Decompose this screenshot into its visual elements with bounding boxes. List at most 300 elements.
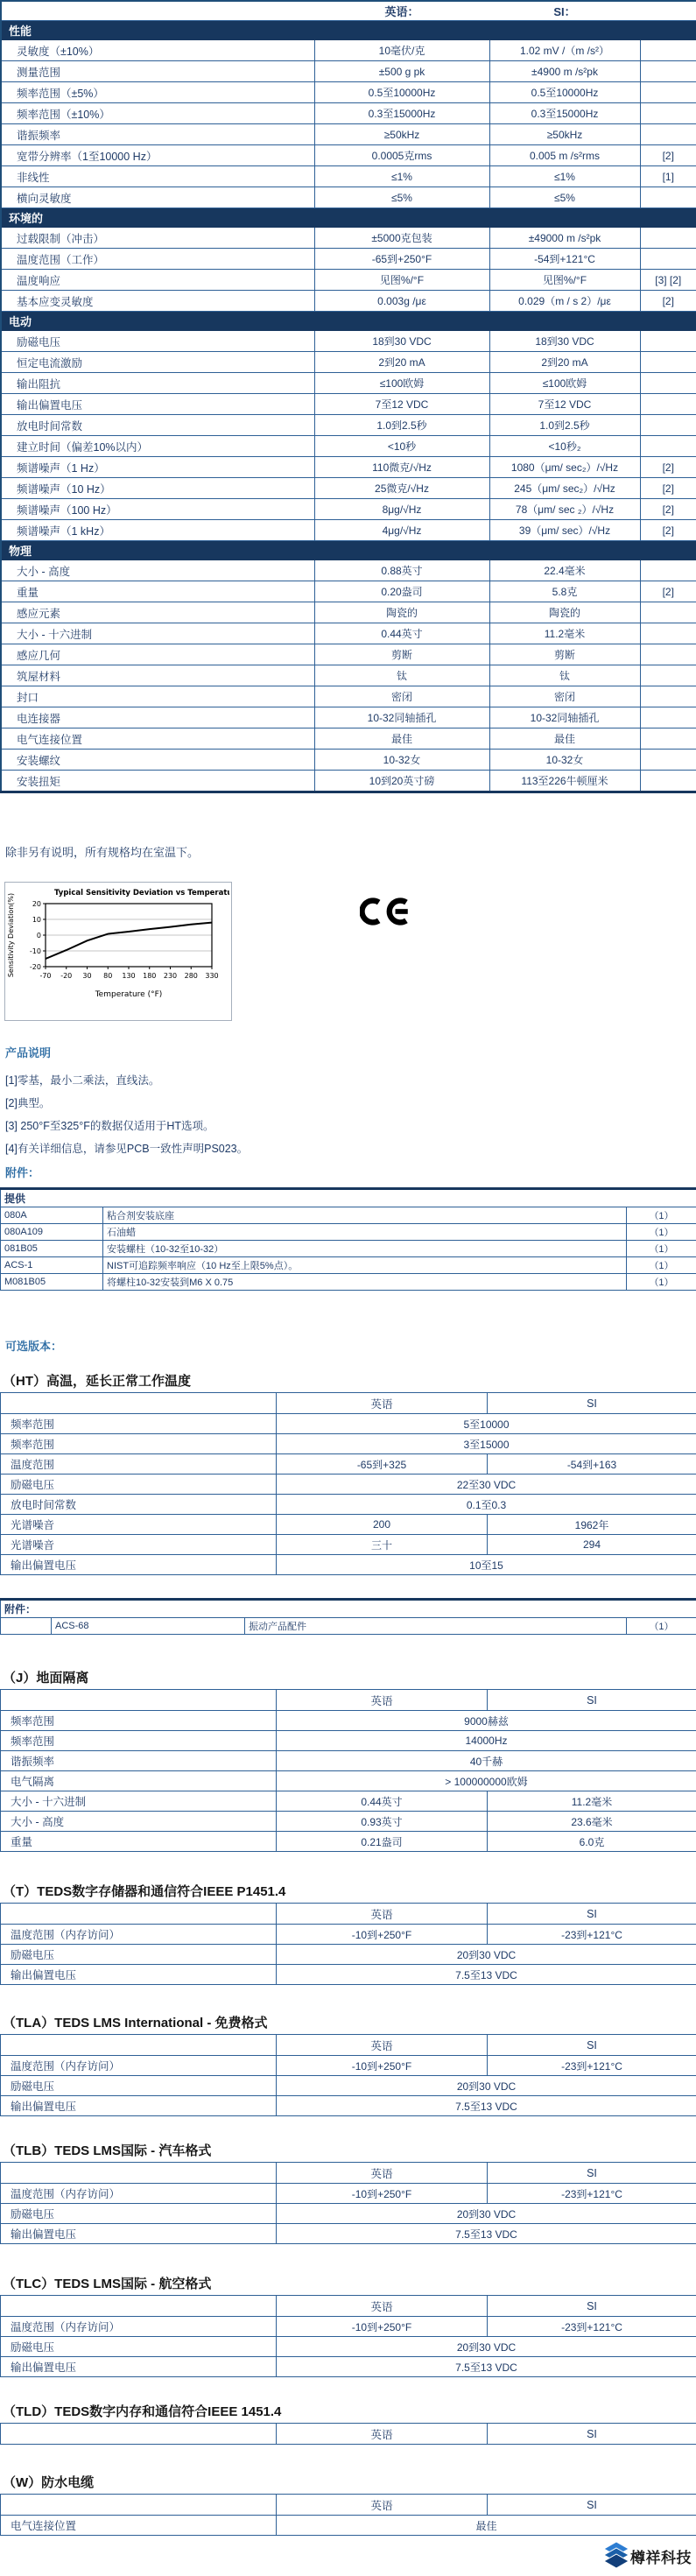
spec-value-si: 0.029（m / s 2）/με — [489, 291, 640, 312]
spec-label: 频率范围（±5%） — [1, 82, 314, 103]
option-spec-value-si: -23到+121°C — [488, 2184, 696, 2204]
spec-note — [640, 686, 696, 707]
spec-label: 大小 - 高度 — [1, 560, 314, 581]
spec-value-english: 0.44英寸 — [314, 623, 489, 644]
spec-note — [640, 187, 696, 208]
section-title: 物理 — [1, 541, 696, 560]
spec-row — [1, 40, 696, 61]
option-spec-row — [1, 1555, 696, 1575]
spec-label: 频谱噪声（100 Hz） — [1, 499, 314, 520]
spec-row — [1, 499, 696, 520]
option-spec-row — [1, 1832, 696, 1852]
logo-icon — [604, 2542, 629, 2570]
svg-text:-20: -20 — [60, 972, 73, 980]
product-notes-title: 产品说明 — [5, 1046, 52, 1059]
option-spec-row — [1, 1434, 696, 1454]
option-spec-row — [1, 1495, 696, 1515]
option-header-row — [1, 2296, 696, 2317]
option-header-empty — [1, 1393, 277, 1414]
spec-label: 输出偏置电压 — [1, 394, 314, 415]
spec-label: 感应几何 — [1, 644, 314, 665]
option-header-si: SI — [488, 2495, 696, 2516]
spec-value-si: 245（μm/ sec₂）/√Hz — [489, 478, 640, 499]
spec-note: [2] — [640, 145, 696, 166]
accessory-description: NIST可追踪频率响应（10 Hz至上限5%点）。 — [103, 1257, 627, 1274]
spec-row — [1, 145, 696, 166]
spec-header-english: 英语： — [314, 1, 489, 21]
option-spec-label: 温度范围（内存访问） — [1, 1925, 277, 1945]
spec-row — [1, 602, 696, 623]
spec-value-si: ≤1% — [489, 166, 640, 187]
spec-note — [640, 124, 696, 145]
spec-row — [1, 750, 696, 771]
spec-value-si: 113至226牛顿厘米 — [489, 771, 640, 792]
option-spec-value-si: -23到+121°C — [488, 2056, 696, 2076]
option-spec-label: 温度范围（内存访问） — [1, 2317, 277, 2337]
spec-value-english: 18到30 VDC — [314, 331, 489, 352]
option-heading: （TLC）TEDS LMS国际 - 航空格式 — [3, 2277, 212, 2291]
spec-value-si: ≥50kHz — [489, 124, 640, 145]
spec-value-si: 78（μm/ sec ₂）/√Hz — [489, 499, 640, 520]
spec-value-si: 39（μm/ sec）/√Hz — [489, 520, 640, 541]
svg-text:280: 280 — [184, 972, 198, 980]
svg-text:10: 10 — [32, 916, 41, 924]
attachments-label: 附件： — [5, 1166, 40, 1179]
logo-text: 樽祥科技 — [630, 2549, 692, 2566]
spec-label: 大小 - 十六进制 — [1, 623, 314, 644]
spec-value-si: 0.5至10000Hz — [489, 82, 640, 103]
accessory-row — [1, 1241, 696, 1257]
accessory-description: 石油蜡 — [103, 1224, 627, 1241]
spec-note — [640, 560, 696, 581]
option-heading: （TLD）TEDS数字内存和通信符合IEEE 1451.4 — [3, 2404, 282, 2419]
spec-note: [3] [2] — [640, 270, 696, 291]
product-note: [3] 250°F至325°F的数据仅适用于HT选项。 — [5, 1120, 214, 1132]
spec-value-english: 4μg/√Hz — [314, 520, 489, 541]
option-header-english: 英语 — [277, 1690, 488, 1711]
spec-note: [2] — [640, 581, 696, 602]
option-spec-row — [1, 1731, 696, 1751]
option-spec-value-si: 23.6毫米 — [488, 1812, 696, 1832]
option-spec-value-english: 0.93英寸 — [277, 1812, 488, 1832]
spec-row — [1, 61, 696, 82]
option-table — [0, 1689, 696, 1852]
option-spec-label: 输出偏置电压 — [1, 2224, 277, 2244]
spec-value-si: ±49000 m /s²pk — [489, 228, 640, 249]
spec-value-english: 钛 — [314, 665, 489, 686]
svg-text:130: 130 — [122, 972, 136, 980]
spec-value-si: <10秒₂ — [489, 436, 640, 457]
spec-note — [640, 415, 696, 436]
spec-value-si: 1.0到2.5秒 — [489, 415, 640, 436]
spec-value-si: 见图%/°F — [489, 270, 640, 291]
option-header-si: SI — [488, 2163, 696, 2184]
spec-header-notes — [640, 1, 696, 21]
option-spec-row — [1, 2204, 696, 2224]
option-spec-label: 频率范围 — [1, 1434, 277, 1454]
option-spec-value-english: 三十 — [277, 1535, 488, 1555]
accessory-code: 080A — [1, 1207, 103, 1224]
option-spec-value: 20到30 VDC — [277, 2204, 696, 2224]
option-header-si: SI — [488, 1904, 696, 1925]
spec-row — [1, 623, 696, 644]
option-spec-value: 7.5至13 VDC — [277, 2224, 696, 2244]
spec-value-si: 7至12 VDC — [489, 394, 640, 415]
option-spec-row — [1, 1965, 696, 1985]
accessory-row — [1, 1207, 696, 1224]
svg-text:20: 20 — [32, 900, 41, 908]
option-attachment-table — [0, 1598, 696, 1635]
spec-value-english: -65到+250°F — [314, 249, 489, 270]
option-heading: （J）地面隔离 — [3, 1671, 89, 1686]
option-spec-value-si: -23到+121°C — [488, 2317, 696, 2337]
svg-text:Typical Sensitivity Deviation: Typical Sensitivity Deviation vs Temperature — [54, 889, 229, 897]
spec-note — [640, 665, 696, 686]
spec-row — [1, 352, 696, 373]
option-spec-row — [1, 2317, 696, 2337]
accessory-qty: （1） — [627, 1241, 696, 1257]
option-spec-value-english: 200 — [277, 1515, 488, 1535]
product-note: [2]典型。 — [5, 1097, 51, 1109]
option-spec-label: 谐振频率 — [1, 1751, 277, 1771]
option-spec-value: 7.5至13 VDC — [277, 2357, 696, 2377]
option-spec-row — [1, 1535, 696, 1555]
option-spec-value-si: 294 — [488, 1535, 696, 1555]
spec-label: 基本应变灵敏度 — [1, 291, 314, 312]
product-note: [4]有关详细信息，请参见PCB一致性声明PS023。 — [5, 1143, 249, 1155]
option-section-tld — [0, 2402, 696, 2445]
spec-note — [640, 771, 696, 792]
option-spec-row — [1, 1414, 696, 1434]
spec-note — [640, 750, 696, 771]
option-spec-row — [1, 1475, 696, 1495]
option-spec-label: 输出偏置电压 — [1, 1965, 277, 1985]
spec-value-english: 剪断 — [314, 644, 489, 665]
spec-label: 恒定电流激励 — [1, 352, 314, 373]
option-header-si: SI — [488, 2424, 696, 2445]
option-table — [0, 2494, 696, 2536]
spec-value-english: 0.0005克rms — [314, 145, 489, 166]
option-header-english: 英语 — [277, 1904, 488, 1925]
spec-value-si: 18到30 VDC — [489, 331, 640, 352]
option-spec-label: 大小 - 十六进制 — [1, 1791, 277, 1812]
spec-value-english: 10毫伏/克 — [314, 40, 489, 61]
spec-value-english: 10到20英寸磅 — [314, 771, 489, 792]
option-heading: （TLB）TEDS LMS国际 - 汽车格式 — [3, 2143, 212, 2158]
spec-row — [1, 581, 696, 602]
spec-note — [640, 707, 696, 728]
svg-text:230: 230 — [163, 972, 178, 980]
option-spec-row — [1, 2516, 696, 2536]
spec-row — [1, 373, 696, 394]
option-table — [0, 2034, 696, 2116]
spec-row — [1, 520, 696, 541]
option-spec-value-si: 1962年 — [488, 1515, 696, 1535]
spec-row — [1, 478, 696, 499]
spec-row — [1, 82, 696, 103]
option-header-si: SI — [488, 1393, 696, 1414]
option-spec-row — [1, 1791, 696, 1812]
spec-label: 感应元素 — [1, 602, 314, 623]
accessory-qty: （1） — [627, 1274, 696, 1291]
option-spec-label: 放电时间常数 — [1, 1495, 277, 1515]
ce-mark-icon — [360, 896, 416, 932]
option-spec-label: 励磁电压 — [1, 2204, 277, 2224]
spec-value-english: 8μg/√Hz — [314, 499, 489, 520]
spec-row — [1, 291, 696, 312]
option-spec-row — [1, 1812, 696, 1832]
spec-value-english: 0.003g /με — [314, 291, 489, 312]
option-header-row — [1, 2163, 696, 2184]
spec-value-english: 见图%/°F — [314, 270, 489, 291]
option-section-j — [0, 1668, 696, 1852]
option-header-row — [1, 2035, 696, 2056]
option-spec-value: 20到30 VDC — [277, 2337, 696, 2357]
spec-label: 温度响应 — [1, 270, 314, 291]
option-spec-row — [1, 1515, 696, 1535]
spec-label: 安装螺纹 — [1, 750, 314, 771]
option-spec-row — [1, 2357, 696, 2377]
spec-value-english: 密闭 — [314, 686, 489, 707]
option-spec-value-english: -10到+250°F — [277, 2317, 488, 2337]
spec-value-si: 0.005 m /s²rms — [489, 145, 640, 166]
option-spec-label: 电气隔离 — [1, 1771, 277, 1791]
option-spec-row — [1, 1751, 696, 1771]
spec-value-english: 110微克/√Hz — [314, 457, 489, 478]
section-header-row — [1, 541, 696, 560]
option-header-row — [1, 2495, 696, 2516]
option-spec-value: > 100000000欧姆 — [277, 1771, 696, 1791]
spec-label: 频谱噪声（1 Hz） — [1, 457, 314, 478]
accessory-qty: （1） — [627, 1224, 696, 1241]
spec-row — [1, 644, 696, 665]
option-spec-value-english: -10到+250°F — [277, 2056, 488, 2076]
option-spec-label: 输出偏置电压 — [1, 2357, 277, 2377]
spec-header-empty — [1, 1, 314, 21]
spec-note: [2] — [640, 291, 696, 312]
option-spec-label: 重量 — [1, 1832, 277, 1852]
option-spec-value-si: 11.2毫米 — [488, 1791, 696, 1812]
spec-value-english: 7至12 VDC — [314, 394, 489, 415]
option-header-si: SI — [488, 2035, 696, 2056]
spec-value-si: -54到+121°C — [489, 249, 640, 270]
option-spec-value: 22至30 VDC — [277, 1475, 696, 1495]
spec-value-si: 密闭 — [489, 686, 640, 707]
spec-row — [1, 103, 696, 124]
option-spec-row — [1, 2056, 696, 2076]
sensitivity-deviation-chart — [4, 882, 232, 1021]
option-header-empty — [1, 1904, 277, 1925]
spec-note: [2] — [640, 520, 696, 541]
option-spec-label: 输出偏置电压 — [1, 1555, 277, 1575]
spec-note: [2] — [640, 499, 696, 520]
option-spec-label: 温度范围（内存访问） — [1, 2056, 277, 2076]
svg-text:Temperature (°F): Temperature (°F) — [95, 990, 163, 999]
spec-value-si: 剪断 — [489, 644, 640, 665]
option-spec-label: 输出偏置电压 — [1, 2096, 277, 2116]
section-title: 电动 — [1, 312, 696, 331]
spec-row — [1, 415, 696, 436]
accessory-description: 将螺柱10-32安装到M6 X 0.75 — [103, 1274, 627, 1291]
spec-value-english: 1.0到2.5秒 — [314, 415, 489, 436]
spec-row — [1, 728, 696, 750]
spec-value-english: ±5000克包装 — [314, 228, 489, 249]
option-spec-value-english: -10到+250°F — [277, 2184, 488, 2204]
accessory-code: M081B05 — [1, 1274, 103, 1291]
option-header-empty — [1, 2495, 277, 2516]
spec-header-si: SI： — [489, 1, 640, 21]
option-section-tlb — [0, 2141, 696, 2244]
spec-value-si: 钛 — [489, 665, 640, 686]
option-header-english: 英语 — [277, 2035, 488, 2056]
option-spec-label: 频率范围 — [1, 1731, 277, 1751]
option-spec-label: 光谱噪音 — [1, 1535, 277, 1555]
spec-value-si: 10-32女 — [489, 750, 640, 771]
option-spec-value: 20到30 VDC — [277, 1945, 696, 1965]
option-spec-label: 励磁电压 — [1, 2337, 277, 2357]
option-section-tla — [0, 2013, 696, 2116]
svg-text:-20: -20 — [29, 963, 41, 971]
spec-row — [1, 228, 696, 249]
svg-text:180: 180 — [143, 972, 157, 980]
spec-value-english: 25微克/√Hz — [314, 478, 489, 499]
spec-value-si: 5.8克 — [489, 581, 640, 602]
spec-row — [1, 436, 696, 457]
spec-label: 频率范围（±10%） — [1, 103, 314, 124]
option-spec-label: 励磁电压 — [1, 1475, 277, 1495]
option-header-si: SI — [488, 2296, 696, 2317]
section-header-row — [1, 208, 696, 228]
attachment-qty: （1） — [627, 1618, 696, 1635]
option-section-ht — [0, 1371, 696, 1635]
option-spec-label: 频率范围 — [1, 1711, 277, 1731]
option-spec-value-english: -65到+325 — [277, 1454, 488, 1475]
spec-value-english: 0.20盎司 — [314, 581, 489, 602]
spec-note: [1] — [640, 166, 696, 187]
spec-note — [640, 394, 696, 415]
option-header-english: 英语 — [277, 2296, 488, 2317]
spec-value-english: 最佳 — [314, 728, 489, 750]
option-heading: （HT）高温，延长正常工作温度 — [3, 1374, 191, 1389]
accessory-description: 安装螺柱（10-32至10-32） — [103, 1241, 627, 1257]
section-title: 性能 — [1, 21, 696, 40]
option-table — [0, 2162, 696, 2244]
accessory-code: ACS-1 — [1, 1257, 103, 1274]
spec-note — [640, 249, 696, 270]
spec-value-si: 陶瓷的 — [489, 602, 640, 623]
spec-label: 谐振频率 — [1, 124, 314, 145]
spec-value-english: <10秒 — [314, 436, 489, 457]
option-header-row — [1, 2424, 696, 2445]
option-sections — [0, 1371, 696, 2536]
spec-value-english: 0.3至15000Hz — [314, 103, 489, 124]
option-spec-value: 20到30 VDC — [277, 2076, 696, 2096]
option-header-row — [1, 1393, 696, 1414]
spec-note — [640, 40, 696, 61]
attachment-description: 振动产品配件 — [245, 1618, 627, 1635]
spec-row — [1, 707, 696, 728]
spec-value-english: 0.5至10000Hz — [314, 82, 489, 103]
spec-row — [1, 331, 696, 352]
spec-row — [1, 686, 696, 707]
spec-label: 非线性 — [1, 166, 314, 187]
spec-table-header-row — [1, 1, 696, 21]
option-table — [0, 2423, 696, 2445]
spec-note — [640, 61, 696, 82]
spec-note: [2] — [640, 478, 696, 499]
option-spec-row — [1, 1925, 696, 1945]
spec-label: 输出阻抗 — [1, 373, 314, 394]
option-spec-row — [1, 1771, 696, 1791]
option-spec-value: 3至15000 — [277, 1434, 696, 1454]
spec-note — [640, 436, 696, 457]
product-notes-list — [5, 1069, 696, 1160]
spec-note — [640, 602, 696, 623]
spec-row — [1, 665, 696, 686]
spec-note — [640, 103, 696, 124]
supplied-header-row — [1, 1189, 696, 1207]
spec-label: 封口 — [1, 686, 314, 707]
option-header-empty — [1, 2035, 277, 2056]
spec-label: 安装扭矩 — [1, 771, 314, 792]
supplied-header: 提供 — [1, 1189, 696, 1207]
spec-label: 频谱噪声（1 kHz） — [1, 520, 314, 541]
accessory-row — [1, 1224, 696, 1241]
option-spec-label: 励磁电压 — [1, 1945, 277, 1965]
attachment-empty-cell — [1, 1618, 52, 1635]
spec-value-si: ≤100欧姆 — [489, 373, 640, 394]
spec-row — [1, 394, 696, 415]
spec-row — [1, 771, 696, 792]
option-header-row — [1, 1904, 696, 1925]
product-note: [1]零基，最小二乘法，直线法。 — [5, 1074, 160, 1087]
svg-text:30: 30 — [82, 972, 92, 980]
spec-label: 电连接器 — [1, 707, 314, 728]
spec-label: 频谱噪声（10 Hz） — [1, 478, 314, 499]
option-spec-value: 5至10000 — [277, 1414, 696, 1434]
spec-label: 温度范围（工作） — [1, 249, 314, 270]
option-spec-label: 电气连接位置 — [1, 2516, 277, 2536]
option-attachment-header-row — [1, 1600, 696, 1618]
spec-note — [640, 228, 696, 249]
spec-note — [640, 728, 696, 750]
spec-note — [640, 373, 696, 394]
accessory-description: 粘合剂安装底座 — [103, 1207, 627, 1224]
accessory-qty: （1） — [627, 1207, 696, 1224]
spec-label: 过载限制（冲击） — [1, 228, 314, 249]
spec-label: 灵敏度（±10%） — [1, 40, 314, 61]
spec-value-english: ≥50kHz — [314, 124, 489, 145]
option-spec-row — [1, 2337, 696, 2357]
spec-value-si: 1080（μm/ sec₂）/√Hz — [489, 457, 640, 478]
option-spec-row — [1, 1711, 696, 1731]
spec-value-si: 最佳 — [489, 728, 640, 750]
option-spec-value-si: 6.0克 — [488, 1832, 696, 1852]
option-section-tlc — [0, 2274, 696, 2377]
option-spec-value: 7.5至13 VDC — [277, 1965, 696, 1985]
option-header-row — [1, 1690, 696, 1711]
option-header-empty — [1, 2296, 277, 2317]
accessory-row — [1, 1274, 696, 1291]
spec-value-english: 0.88英寸 — [314, 560, 489, 581]
spec-value-english: 10-32女 — [314, 750, 489, 771]
spec-row — [1, 166, 696, 187]
spec-row — [1, 457, 696, 478]
spec-label: 横向灵敏度 — [1, 187, 314, 208]
spec-value-si: 1.02 mV /（m /s²） — [489, 40, 640, 61]
option-heading: （W）防水电缆 — [3, 2475, 95, 2490]
spec-label: 测量范围 — [1, 61, 314, 82]
